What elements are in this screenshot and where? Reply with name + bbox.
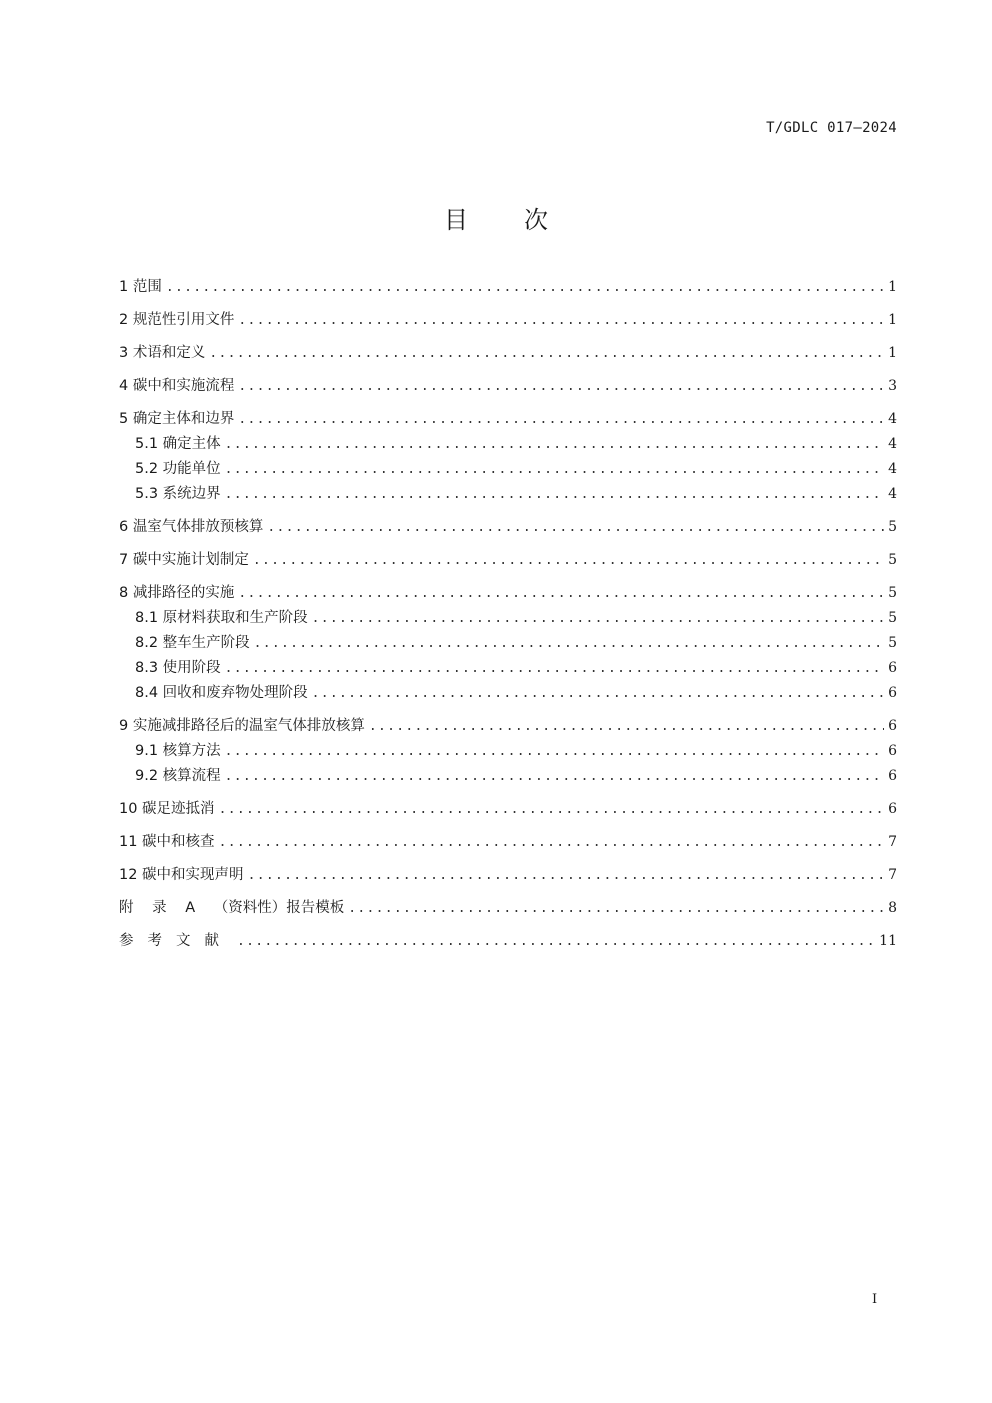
toc-leader-dots	[225, 656, 884, 681]
toc-entry-label: 8.1 原材料获取和生产阶段	[135, 610, 308, 626]
page-number: I	[872, 1292, 878, 1307]
toc-leader-dots	[248, 863, 885, 888]
toc-entry-page: 3	[888, 378, 897, 394]
toc-entry[interactable]	[119, 797, 897, 822]
toc-entry-label: 2 规范性引用文件	[119, 312, 235, 328]
toc-title-part1: 目	[444, 206, 468, 234]
toc-leader-dots	[225, 457, 884, 482]
toc-leader-dots	[209, 341, 884, 366]
toc-entry-label: 10 碳足迹抵消	[119, 801, 215, 817]
toc-entry[interactable]	[119, 275, 897, 300]
toc-entry-page: 4	[888, 436, 897, 452]
toc-leader-dots	[219, 830, 885, 855]
toc-leader-dots	[312, 606, 884, 631]
toc-entry-appendix[interactable]	[119, 896, 897, 921]
toc-entry-label: 9.2 核算流程	[135, 768, 221, 784]
toc-entry-label: 9 实施减排路径后的温室气体排放核算	[119, 718, 365, 734]
toc-entry-label: 附 录 A （资料性）报告模板	[119, 900, 345, 916]
toc-leader-dots	[369, 714, 884, 739]
toc-entry-label: 9.1 核算方法	[135, 743, 221, 759]
toc-subentry[interactable]	[119, 457, 897, 482]
toc-entry[interactable]	[119, 581, 897, 606]
toc-entry-page: 5	[888, 610, 897, 626]
toc-entry-page: 7	[888, 834, 897, 850]
toc-leader-dots	[238, 308, 884, 333]
toc-entry-page: 1	[888, 312, 897, 328]
toc-entry[interactable]	[119, 407, 897, 432]
toc-leader-dots	[219, 797, 885, 822]
toc-subentry[interactable]	[119, 764, 897, 789]
toc-entry-page: 11	[879, 933, 897, 949]
toc-entry-label: 6 温室气体排放预核算	[119, 519, 264, 535]
toc-entry-label: 5.3 系统边界	[135, 486, 221, 502]
toc-leader-dots	[254, 631, 884, 656]
toc-entry-references[interactable]	[119, 929, 897, 954]
document-code: T/GDLC 017—2024	[766, 120, 897, 136]
toc-leader-dots	[166, 275, 884, 300]
toc-entry-label: 7 碳中实施计划制定	[119, 552, 249, 568]
toc-leader-dots	[225, 432, 884, 457]
toc-leader-dots	[238, 581, 884, 606]
toc-subentry[interactable]	[119, 656, 897, 681]
toc-entry-page: 4	[888, 411, 897, 427]
toc-entry-label: 8 减排路径的实施	[119, 585, 235, 601]
toc-entry-page: 5	[888, 519, 897, 535]
toc-entry-page: 1	[888, 279, 897, 295]
table-of-contents	[119, 275, 897, 954]
toc-entry-label: 8.2 整车生产阶段	[135, 635, 250, 651]
toc-subentry[interactable]	[119, 606, 897, 631]
toc-leader-dots	[238, 407, 884, 432]
toc-subentry[interactable]	[119, 482, 897, 507]
toc-entry-page: 5	[888, 585, 897, 601]
toc-entry[interactable]	[119, 830, 897, 855]
toc-entry-label: 5.2 功能单位	[135, 461, 221, 477]
toc-entry-page: 6	[888, 743, 897, 759]
toc-subentry[interactable]	[119, 739, 897, 764]
toc-entry-page: 8	[888, 900, 897, 916]
toc-entry-page: 6	[888, 801, 897, 817]
toc-entry[interactable]	[119, 548, 897, 573]
toc-leader-dots	[225, 764, 884, 789]
toc-subentry[interactable]	[119, 681, 897, 706]
toc-entry-label: 11 碳中和核查	[119, 834, 215, 850]
toc-leader-dots	[348, 896, 884, 921]
toc-leader-dots	[238, 374, 884, 399]
toc-entry-label: 1 范围	[119, 279, 162, 295]
toc-entry-label: 5 确定主体和边界	[119, 411, 235, 427]
toc-entry-page: 6	[888, 660, 897, 676]
toc-title	[0, 200, 992, 235]
toc-entry-page: 4	[888, 461, 897, 477]
toc-entry[interactable]	[119, 714, 897, 739]
toc-entry-page: 5	[888, 552, 897, 568]
toc-entry-label: 参考文献	[119, 933, 233, 949]
toc-entry-label: 3 术语和定义	[119, 345, 206, 361]
toc-entry-page: 6	[888, 718, 897, 734]
toc-entry-label: 12 碳中和实现声明	[119, 867, 244, 883]
toc-entry[interactable]	[119, 515, 897, 540]
toc-leader-dots	[267, 515, 884, 540]
toc-entry-label: 8.3 使用阶段	[135, 660, 221, 676]
toc-entry-label: 8.4 回收和废弃物处理阶段	[135, 685, 308, 701]
toc-leader-dots	[312, 681, 884, 706]
toc-leader-dots	[253, 548, 884, 573]
toc-leader-dots	[225, 482, 884, 507]
toc-entry[interactable]	[119, 341, 897, 366]
toc-entry-label: 5.1 确定主体	[135, 436, 221, 452]
toc-title-part2: 次	[524, 206, 548, 234]
toc-entry-page: 1	[888, 345, 897, 361]
toc-entry-page: 5	[888, 635, 897, 651]
toc-entry-label: 4 碳中和实施流程	[119, 378, 235, 394]
toc-entry-page: 6	[888, 685, 897, 701]
toc-subentry[interactable]	[119, 432, 897, 457]
toc-entry[interactable]	[119, 308, 897, 333]
toc-entry-page: 7	[888, 867, 897, 883]
toc-entry-page: 6	[888, 768, 897, 784]
toc-leader-dots	[237, 929, 875, 954]
toc-leader-dots	[225, 739, 884, 764]
toc-entry[interactable]	[119, 863, 897, 888]
toc-entry[interactable]	[119, 374, 897, 399]
toc-subentry[interactable]	[119, 631, 897, 656]
toc-entry-page: 4	[888, 486, 897, 502]
